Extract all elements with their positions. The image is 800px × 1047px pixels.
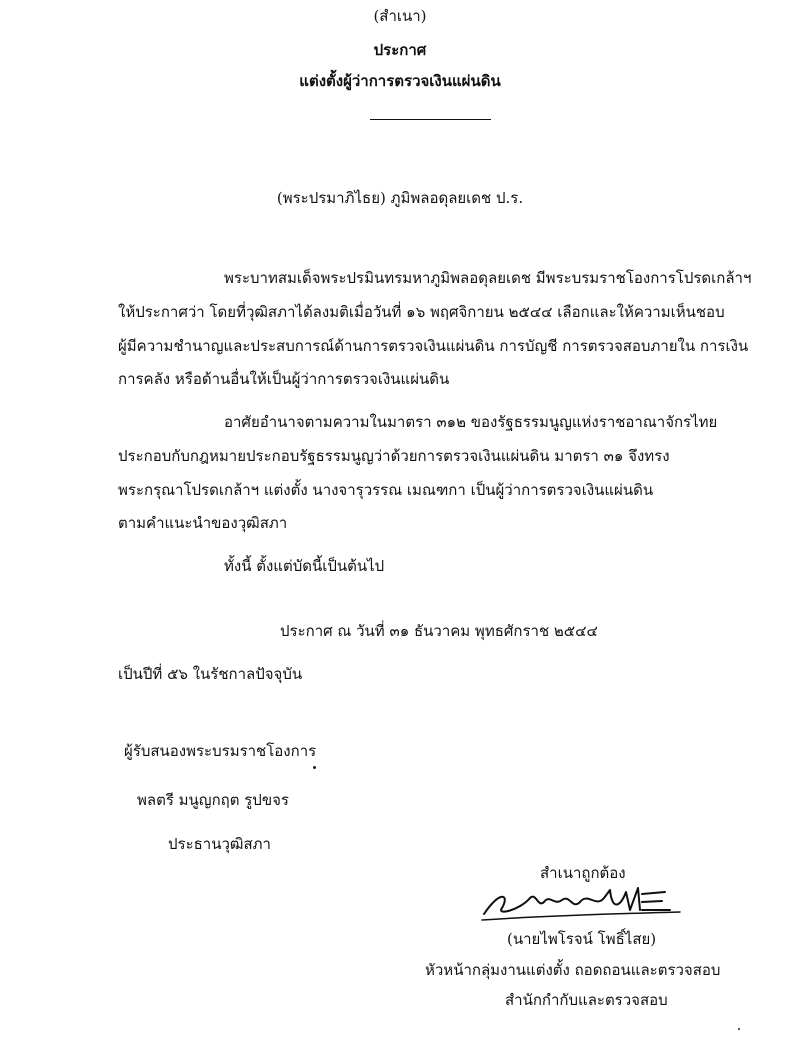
- paragraph-line: ผู้มีความชำนาญและประสบการณ์ด้านการตรวจเงินแผ่นดิน การบัญชี การตรวจสอบภายใน การเงิน: [118, 337, 749, 355]
- copy-mark: (สำเนา): [373, 7, 427, 25]
- paragraph-line: พระบาทสมเด็จพระปรมินทรมหาภูมิพลอดุลยเดช มีพระบรมราชโองการโปรดเกล้าฯ: [224, 269, 752, 287]
- royal-signature-line: (พระปรมาภิไธย) ภูมิพลอดุลยเดช ป.ร.: [276, 189, 524, 207]
- reign-year: เป็นปีที่ ๕๖ ในรัชกาลปัจจุบัน: [118, 665, 303, 683]
- paragraph-line: พระกรุณาโปรดเกล้าฯ แต่งตั้ง นางจารุวรรณ เมณฑกา เป็นผู้ว่าการตรวจเงินแผ่นดิน: [118, 481, 654, 499]
- effective-clause: ทั้งนี้ ตั้งแต่บัดนี้เป็นต้นไป: [224, 557, 385, 575]
- scan-speck: [738, 1028, 740, 1030]
- paragraph-line: ให้ประกาศว่า โดยที่วุฒิสภาได้ลงมติเมื่อวันที่ ๑๖ พฤศจิกายน ๒๕๔๔ เลือกและให้ความเห็นชอบ: [118, 303, 725, 321]
- paragraph-line: ตามคำแนะนำของวุฒิสภา: [118, 514, 288, 532]
- certifier-name: (นายไพโรจน์ โพธิ์ไสย): [507, 930, 657, 948]
- scan-speck: [313, 766, 316, 769]
- announcement-title: ประกาศ: [373, 41, 427, 59]
- paragraph-line: การคลัง หรือด้านอื่นให้เป็นผู้ว่าการตรวจเงินแผ่นดิน: [118, 370, 450, 388]
- announcement-subtitle: แต่งตั้งผู้ว่าการตรวจเงินแผ่นดิน: [299, 72, 501, 90]
- paragraph-line: อาศัยอำนาจตามความในมาตรา ๓๑๒ ของรัฐธรรมนูญแห่งราชอาณาจักรไทย: [224, 413, 718, 431]
- certifier-position: หัวหน้ากลุ่มงานแต่งตั้ง ถอดถอนและตรวจสอบ: [425, 961, 721, 979]
- date-line: ประกาศ ณ วันที่ ๓๑ ธันวาคม พุทธศักราช ๒๕๔๔: [280, 622, 598, 640]
- certifier-office: สำนักกำกับและตรวจสอบ: [505, 991, 668, 1009]
- certified-copy-label: สำเนาถูกต้อง: [540, 864, 626, 882]
- paragraph-line: ประกอบกับกฎหมายประกอบรัฐธรรมนูญว่าด้วยการตรวจเงินแผ่นดิน มาตรา ๓๑ จึงทรง: [118, 447, 670, 465]
- handwritten-signature-icon: [480, 880, 690, 930]
- countersign-name: พลตรี มนูญกฤต รูปขจร: [137, 791, 289, 809]
- title-divider: [370, 119, 491, 120]
- countersign-position: ประธานวุฒิสภา: [168, 835, 271, 853]
- countersign-role: ผู้รับสนองพระบรมราชโองการ: [124, 742, 317, 760]
